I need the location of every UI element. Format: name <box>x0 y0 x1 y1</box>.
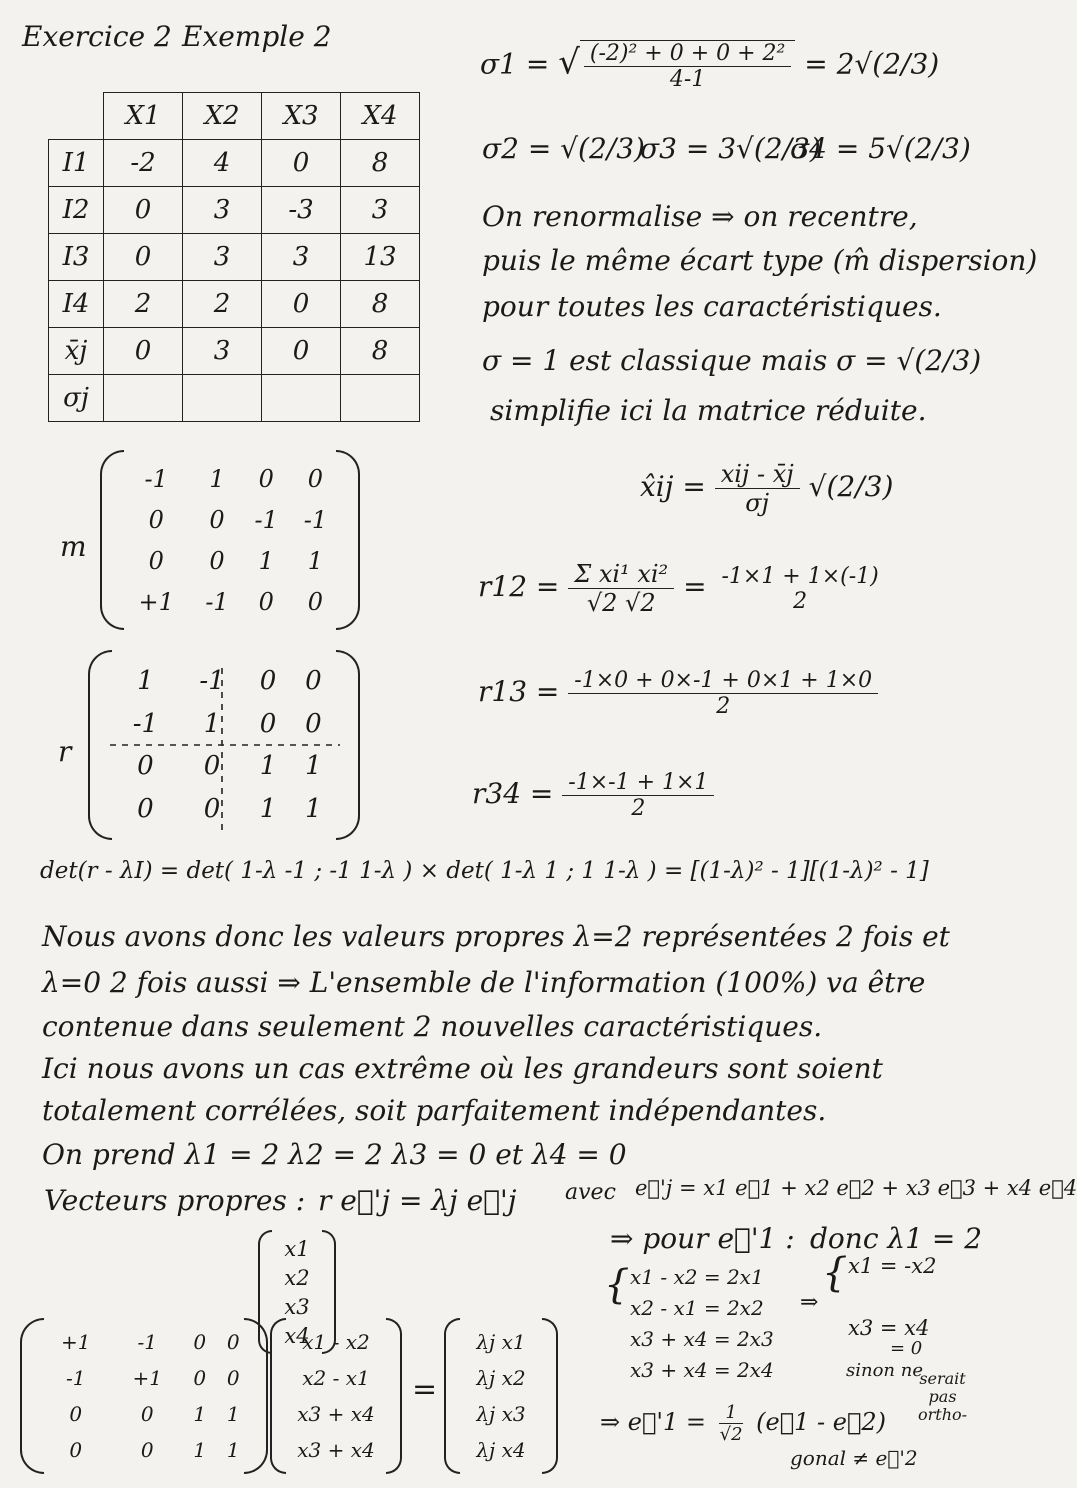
r12-numerator: Σ xi¹ xi² <box>568 560 674 589</box>
r12-denominator-2: 2 <box>793 588 808 614</box>
table-cell: 8 <box>341 328 420 375</box>
matrix-final-grid <box>40 1324 250 1468</box>
paragraph-line: Ici nous avons un cas extrême où les grandeurs sont soient <box>42 1052 883 1085</box>
matrix-cell: -1 <box>144 464 168 493</box>
table-cell: 13 <box>341 234 420 281</box>
exercise-title: Exercice 2 <box>22 20 172 53</box>
table-cell: 3 <box>183 234 262 281</box>
row-label: I3 <box>49 234 104 281</box>
side-note <box>918 1370 967 1424</box>
row-label: I1 <box>49 140 104 187</box>
matrix-cell: 1 <box>209 464 225 493</box>
donc-label: donc λ1 = 2 <box>810 1222 983 1255</box>
example-title: Exemple 2 <box>182 20 332 53</box>
vector-entry: λj x3 <box>476 1402 526 1426</box>
final-denominator: √2 <box>719 1424 743 1445</box>
r13-lhs: r13 = <box>478 675 560 708</box>
equation-system <box>630 1262 774 1386</box>
side-note-line: serait <box>919 1369 966 1388</box>
matrix-cell: 1 <box>203 708 221 739</box>
matrix-cell: -1 <box>137 1330 158 1354</box>
paragraph-line: contenue dans seulement 2 nouvelles caractéristiques. <box>42 1010 823 1043</box>
matrix-row <box>40 1396 250 1432</box>
xhat-denominator: σj <box>745 489 770 517</box>
r12-equals: = <box>683 570 707 603</box>
matrix-cell: 0 <box>69 1402 83 1426</box>
table-cell: 3 <box>183 187 262 234</box>
matrix-cell: -1 <box>132 708 159 739</box>
table-cell: 0 <box>262 328 341 375</box>
matrix-cell: 0 <box>137 793 154 824</box>
matrix-cell: -1 <box>66 1366 86 1390</box>
row-label: I2 <box>49 187 104 234</box>
final-rest: (e⃗1 - e⃗2) <box>756 1408 886 1436</box>
left-paren <box>270 1318 286 1474</box>
result-b: x3 = x4 <box>848 1316 930 1340</box>
vector-entry: x3 + x4 <box>297 1438 375 1462</box>
table-cell: 8 <box>341 281 420 328</box>
matrix-cell: 0 <box>258 587 274 616</box>
vector-entry: x1 - x2 <box>302 1330 370 1354</box>
matrix-cell: 0 <box>259 708 277 739</box>
sigma4-formula: σ4 = 5√(2/3) <box>790 132 971 165</box>
system-equation: x2 - x1 = 2x2 <box>630 1296 764 1320</box>
table-cell: 0 <box>104 328 183 375</box>
table-cell: 2 <box>183 281 262 328</box>
matrix-cell: 0 <box>203 793 221 824</box>
matrix-cell: 1 <box>226 1402 240 1426</box>
matrix-cell: 1 <box>193 1402 207 1426</box>
paragraph-line: Nous avons donc les valeurs propres λ=2 représentées 2 fois et <box>42 920 950 953</box>
matrix-cell: 0 <box>140 1402 154 1426</box>
matrix-cell: 1 <box>305 793 322 824</box>
eigen-definition: e⃗'j = x1 e⃗1 + x2 e⃗2 + x3 e⃗3 + x4 e⃗4 <box>635 1176 1077 1200</box>
matrix-cell: 1 <box>305 751 322 782</box>
r12-denominator: √2 √2 <box>586 589 656 617</box>
matrix-row <box>40 1324 250 1360</box>
col-header: X4 <box>341 93 420 140</box>
sigma1-denominator: 4-1 <box>669 67 706 92</box>
matrix-row <box>40 1360 250 1396</box>
vector-entry: λj x4 <box>476 1438 526 1462</box>
vector-result-grid <box>286 1324 386 1468</box>
matrix-cell: 0 <box>226 1366 240 1390</box>
row-label: σj <box>49 375 104 422</box>
note-line: On renormalise ⇒ on recentre, <box>482 200 918 233</box>
equals-sign: = <box>412 1372 438 1407</box>
matrix-cell: 1 <box>226 1438 240 1462</box>
result-brace: { <box>822 1250 848 1296</box>
determinant-line: det(r - λI) = det( 1-λ -1 ; -1 1-λ ) × det( 1-λ 1 ; 1 1-λ ) = [(1-λ)² - 1][(1-λ)² - 1] <box>40 858 929 884</box>
vector-entry: x1 <box>284 1236 310 1261</box>
system-equation: x3 + x4 = 2x4 <box>630 1358 774 1382</box>
lambda-values: On prend λ1 = 2 λ2 = 2 λ3 = 0 et λ4 = 0 <box>42 1138 627 1171</box>
xhat-lhs: x̂ij = <box>640 470 706 503</box>
matrix-cell: 1 <box>137 666 154 697</box>
right-paren <box>386 1318 402 1474</box>
matrix-cell: 0 <box>307 587 324 616</box>
matrix-cell: 0 <box>305 708 322 739</box>
note-line: pour toutes les caractéristiques. <box>482 290 942 323</box>
final-gonal: gonal ≠ e⃗'2 <box>790 1446 918 1470</box>
matrix-cell: 1 <box>193 1438 207 1462</box>
note-line: puis le même écart type (m̂ dispersion) <box>482 244 1038 277</box>
r34-numerator: -1×-1 + 1×1 <box>562 770 714 796</box>
table-cell: 4 <box>183 140 262 187</box>
system-equation: x3 + x4 = 2x3 <box>630 1327 774 1351</box>
matrix-cell: +1 <box>61 1330 91 1354</box>
final-numerator: 1 <box>719 1402 742 1424</box>
system-implies: ⇒ <box>800 1290 819 1315</box>
note-line: σ = 1 est classique mais σ = √(2/3) <box>482 344 982 377</box>
matrix-r-label: r <box>58 735 72 768</box>
row-label: x̄j <box>49 328 104 375</box>
r12-lhs: r12 = <box>478 570 560 603</box>
side-note-line: ortho- <box>918 1405 968 1424</box>
matrix-cell: 0 <box>258 464 274 493</box>
vector-lambda <box>444 1318 558 1474</box>
matrix-cell: 0 <box>209 505 225 534</box>
vector-entry: λj x2 <box>476 1366 526 1390</box>
matrix-cell: 1 <box>259 751 277 782</box>
table-cell: -2 <box>104 140 183 187</box>
matrix-cell: 1 <box>307 546 324 575</box>
table-cell: 0 <box>104 234 183 281</box>
matrix-cell: +1 <box>132 1366 163 1390</box>
table-cell: 0 <box>104 187 183 234</box>
matrix-cell: 0 <box>209 546 225 575</box>
final-formula <box>600 1402 886 1445</box>
table-cell: 3 <box>183 328 262 375</box>
final-fraction <box>714 1402 749 1445</box>
col-header: X1 <box>104 93 183 140</box>
matrix-cell: 0 <box>259 666 277 697</box>
matrix-cell: 0 <box>203 751 221 782</box>
table-cell: 8 <box>341 140 420 187</box>
sigma1-formula: σ1 = √ $\frac{\text{(-2)² + 0 + 0 + 2²}}{4-1}$ = 2√(2/3) <box>480 41 940 92</box>
sigma1-result: = 2√(2/3) <box>804 47 940 81</box>
xhat-numerator: xij - x̄j <box>715 460 800 489</box>
matrix-cell: -1 <box>199 666 225 697</box>
matrix-cell: -1 <box>205 587 229 616</box>
eigen-label: Vecteurs propres : <box>44 1184 306 1217</box>
matrix-cell: 0 <box>307 464 324 493</box>
vector-entry: x3 + x4 <box>297 1402 375 1426</box>
matrix-row <box>40 1432 250 1468</box>
result-a: x1 = -x2 <box>848 1254 937 1278</box>
vector-entry: λj x1 <box>476 1330 526 1354</box>
matrix-cell: 1 <box>259 793 277 824</box>
table-cell: 3 <box>341 187 420 234</box>
col-header: X2 <box>183 93 262 140</box>
table-cell: -3 <box>262 187 341 234</box>
table-cell: 0 <box>262 140 341 187</box>
side-note-line: pas <box>928 1387 957 1406</box>
vector-result <box>270 1318 402 1474</box>
final-lhs: ⇒ e⃗'1 = <box>600 1408 706 1436</box>
matrix-final <box>20 1318 268 1474</box>
r34-denominator: 2 <box>631 796 646 821</box>
matrix-cell: 0 <box>140 1438 154 1462</box>
r13-numerator: -1×0 + 0×-1 + 0×1 + 1×0 <box>568 668 878 694</box>
sigma3-formula: σ3 = 3√(2/3) <box>640 132 821 165</box>
matrix-cell: 1 <box>258 546 274 575</box>
system-brace: { <box>604 1262 630 1308</box>
matrix-cell: 0 <box>193 1330 207 1354</box>
matrix-cell: +1 <box>138 587 174 616</box>
r13-denominator: 2 <box>716 694 731 719</box>
r34-lhs: r34 = <box>472 777 554 810</box>
xhat-factor: √(2/3) <box>808 470 894 503</box>
matrix-m-label: m <box>60 530 87 563</box>
vector-lambda-grid <box>458 1324 544 1468</box>
row-label: I4 <box>49 281 104 328</box>
table-cell: 2 <box>104 281 183 328</box>
table-cell: 0 <box>262 281 341 328</box>
pour-label: ⇒ pour e⃗'1 : <box>610 1222 795 1255</box>
matrix-cell: 0 <box>148 505 164 534</box>
col-header: X3 <box>262 93 341 140</box>
matrix-cell: 0 <box>69 1438 83 1462</box>
system-equation: x1 - x2 = 2x1 <box>630 1265 764 1289</box>
result-d: sinon ne <box>846 1360 923 1381</box>
matrix-cell: 0 <box>305 666 322 697</box>
note-line: simplifie ici la matrice réduite. <box>490 394 927 427</box>
matrix-cell: 0 <box>137 751 154 782</box>
avec-label: avec <box>565 1180 616 1205</box>
table-cell: 3 <box>262 234 341 281</box>
paragraph-line: λ=0 2 fois aussi ⇒ L'ensemble de l'information (100%) va être <box>42 966 926 999</box>
vector-entry: x2 <box>284 1265 310 1290</box>
matrix-cell: -1 <box>303 505 328 534</box>
matrix-cell: 0 <box>226 1330 240 1354</box>
matrix-cell: 0 <box>148 546 164 575</box>
sigma1-lhs: σ1 = <box>480 47 550 81</box>
r12-numerator-2: -1×1 + 1×(-1) <box>721 563 879 589</box>
result-c: = 0 <box>890 1338 923 1359</box>
sigma2-formula: σ2 = √(2/3) <box>482 132 645 165</box>
matrix-cell: -1 <box>254 505 278 534</box>
paragraph-line: totalement corrélées, soit parfaitement indépendantes. <box>42 1094 827 1127</box>
right-paren <box>542 1318 558 1474</box>
vector-entry: x4 <box>284 1323 310 1348</box>
sigma1-numerator: (-2)² + 0 + 0 + 2² <box>584 41 792 67</box>
eigen-equation: r e⃗'j = λj e⃗'j <box>318 1184 517 1217</box>
vector-entry: x3 <box>284 1294 310 1319</box>
vector-entry: x2 - x1 <box>302 1366 370 1390</box>
matrix-cell: 0 <box>193 1366 207 1390</box>
